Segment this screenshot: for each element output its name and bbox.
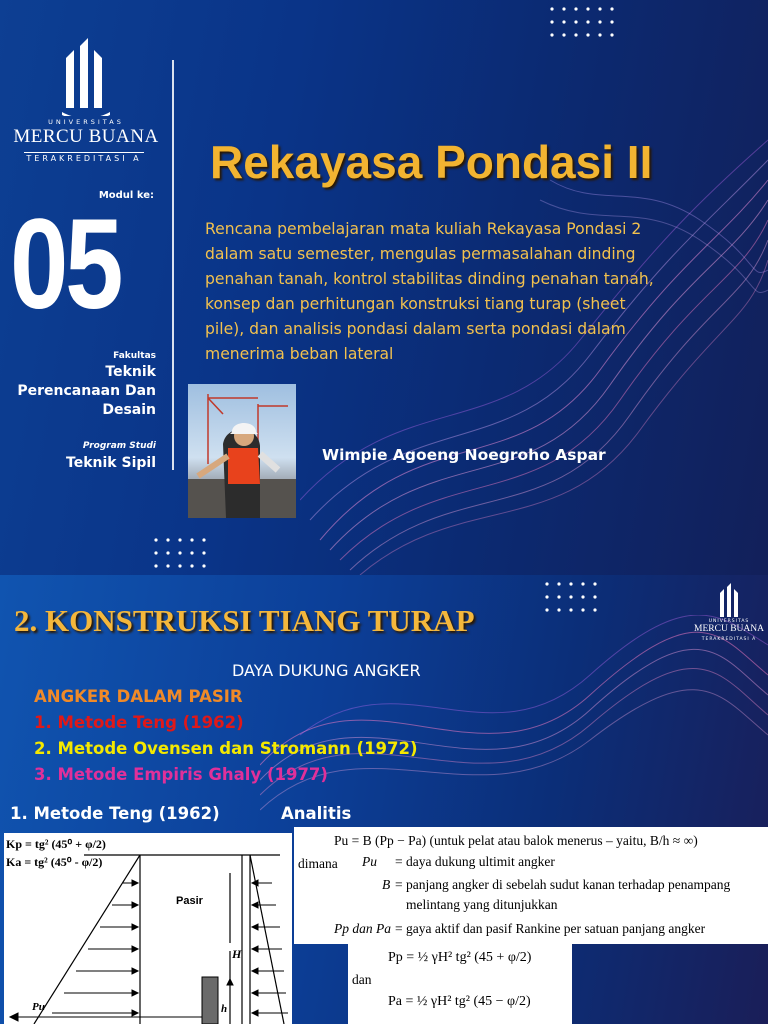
description-line: Rencana pembelajaran mata kuliah Rekayasa Pondasi 2 bbox=[205, 220, 642, 238]
university-logo-icon bbox=[60, 36, 112, 116]
pp-pa-symbol: Pp dan Pa bbox=[334, 921, 391, 936]
anchor-diagram bbox=[4, 833, 292, 1024]
formula-panel bbox=[294, 827, 768, 944]
method-heading: 1. Metode Teng (1962) bbox=[10, 804, 220, 823]
author-photo bbox=[188, 384, 296, 518]
fakultas-value bbox=[17, 363, 156, 420]
pu-label: Pu bbox=[32, 1001, 45, 1013]
dimana-label: dimana bbox=[298, 856, 338, 871]
h-label: H bbox=[232, 947, 242, 961]
kp-formula: Kp = tg² (45⁰ + φ/2) bbox=[6, 837, 106, 851]
section-heading: ANGKER DALAM PASIR bbox=[34, 687, 243, 706]
b-symbol: B bbox=[382, 877, 391, 892]
pp-equation: Pp = ½ γH² tg² (45 + φ/2) bbox=[388, 950, 532, 965]
anchor-plate bbox=[202, 977, 218, 1024]
fakultas-label: Fakultas bbox=[113, 351, 156, 361]
vertical-divider bbox=[172, 60, 174, 470]
description-line: dalam satu semester, mengulas permasalahan dinding bbox=[205, 245, 636, 263]
modul-number: 05 bbox=[10, 193, 121, 336]
fakultas-line: Desain bbox=[102, 402, 156, 418]
subtitle: DAYA DUKUNG ANGKER bbox=[232, 661, 421, 680]
method-type: Analitis bbox=[281, 804, 352, 823]
logo-name: MERCU BUANA bbox=[694, 624, 764, 634]
pu-definition: = daya dukung ultimit angker bbox=[395, 854, 555, 869]
decorative-dots bbox=[548, 5, 618, 39]
course-title: Rekayasa Pondasi II bbox=[210, 136, 653, 188]
content-slide bbox=[0, 575, 768, 1024]
fakultas-line: Perencanaan Dan bbox=[17, 383, 156, 399]
prodi-label: Program Studi bbox=[82, 441, 156, 451]
decorative-dots bbox=[543, 580, 609, 614]
section-title: 2. KONSTRUKSI TIANG TURAP bbox=[14, 603, 475, 638]
pu-symbol: Pu bbox=[362, 854, 377, 869]
prodi-value: Teknik Sipil bbox=[66, 455, 156, 471]
method-item: 2. Metode Ovensen dan Stromann (1972) bbox=[34, 739, 418, 758]
logo-top-label: UNIVERSITAS bbox=[708, 619, 750, 624]
method-item: 3. Metode Empiris Ghaly (1977) bbox=[34, 765, 328, 784]
rankine-formula-panel bbox=[348, 944, 572, 1024]
university-logo-icon bbox=[717, 583, 741, 621]
description-line: menerima beban lateral bbox=[205, 345, 394, 363]
decorative-wave-mesh bbox=[260, 615, 768, 815]
modul-label: Modul ke: bbox=[98, 190, 154, 201]
main-formula: Pu = B (Pp − Pa) (untuk pelat atau balok menerus – yaitu, B/h ≈ ∞) bbox=[334, 833, 698, 848]
construction-worker-illustration bbox=[188, 384, 296, 518]
fakultas-line: Teknik bbox=[105, 364, 156, 380]
university-tagline: TERAKREDITASI A bbox=[24, 152, 144, 163]
university-name: MERCU BUANA bbox=[13, 126, 159, 147]
pp-pa-definition: = gaya aktif dan pasif Rankine per satuan panjang angker bbox=[395, 921, 706, 936]
soil-label: Pasir bbox=[176, 895, 203, 907]
dan-label: dan bbox=[352, 972, 372, 987]
pa-equation: Pa = ½ γH² tg² (45 − φ/2) bbox=[388, 994, 531, 1009]
description-line: penahan tanah, kontrol stabilitas dinding penahan tanah, bbox=[205, 270, 654, 288]
decorative-dots bbox=[152, 536, 218, 570]
h-small-label: h bbox=[221, 1003, 228, 1015]
course-description bbox=[205, 217, 755, 367]
pressure-diagram bbox=[4, 833, 292, 1024]
b-definition-cont: melintang yang ditunjukkan bbox=[406, 897, 558, 912]
description-line: konsep dan perhitungan konstruksi tiang turap (sheet bbox=[205, 295, 626, 313]
description-line: pile), dan analisis pondasi dalam serta pondasi dalam bbox=[205, 320, 626, 338]
university-top-label: UNIVERSITAS bbox=[48, 118, 124, 126]
logo-tagline: TERAKREDITASI A bbox=[701, 637, 757, 642]
method-item: 1. Metode Teng (1962) bbox=[34, 713, 244, 732]
ka-formula: Ka = tg² (45⁰ - φ/2) bbox=[6, 855, 103, 869]
b-definition: = panjang angker di sebelah sudut kanan terhadap penampang bbox=[395, 877, 731, 892]
author-name: Wimpie Agoeng Noegroho Aspar bbox=[322, 446, 606, 464]
